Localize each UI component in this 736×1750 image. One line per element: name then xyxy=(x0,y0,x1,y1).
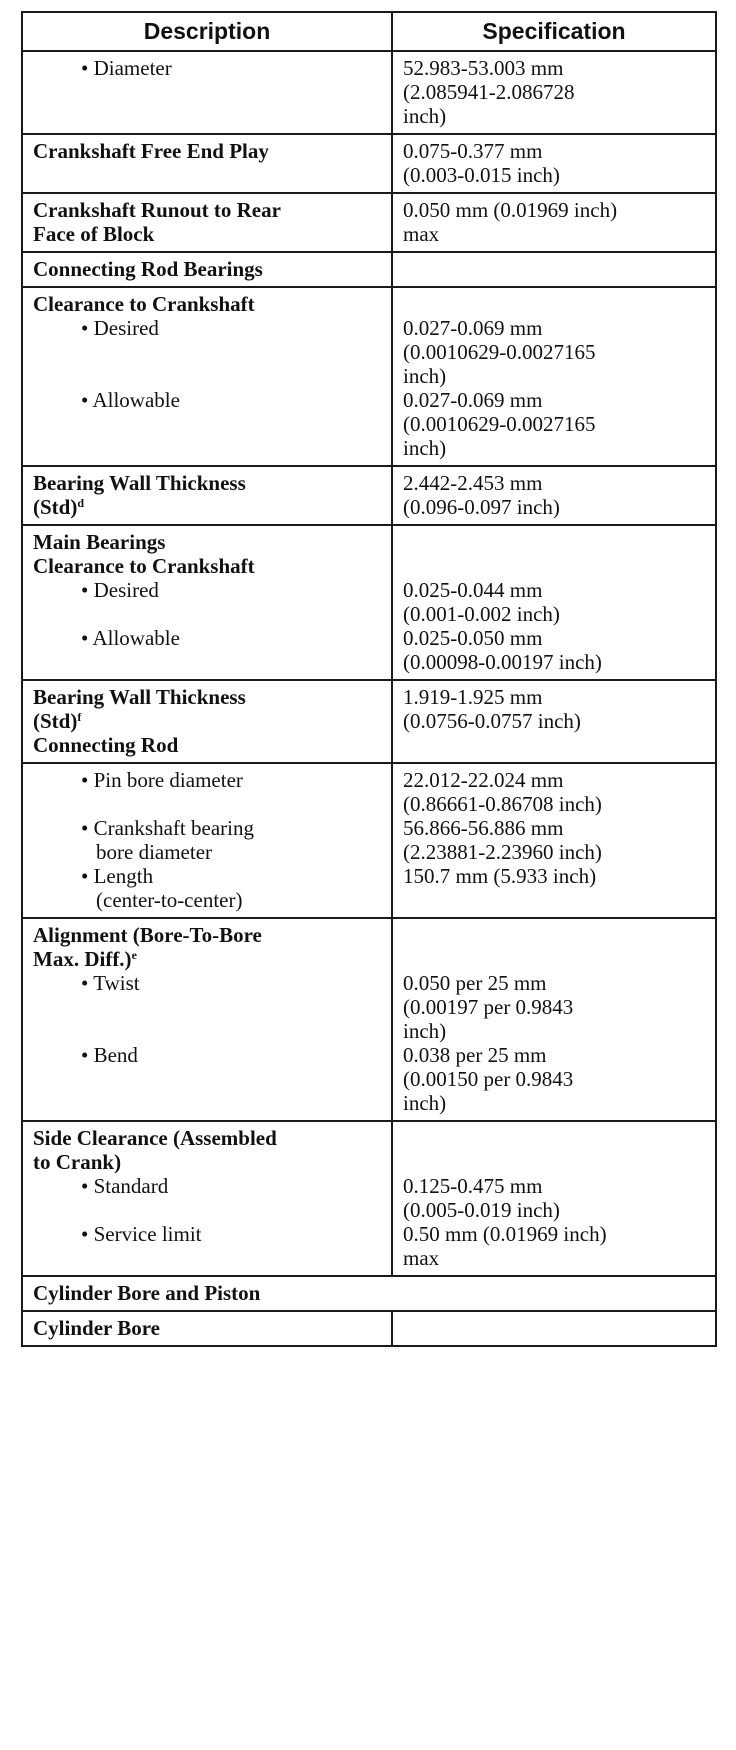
spec-cell xyxy=(392,1311,716,1346)
row-label: • Length xyxy=(81,864,154,888)
row-heading: to Crank) xyxy=(33,1150,122,1174)
spec-line: 0.025-0.044 mm xyxy=(403,578,543,602)
row-label: • Allowable xyxy=(81,388,180,412)
desc-cell xyxy=(22,287,392,466)
table-row xyxy=(22,1121,716,1276)
header-description: Description xyxy=(22,12,392,51)
table-row xyxy=(22,1311,716,1346)
desc-cell xyxy=(22,1121,392,1276)
table-row xyxy=(22,193,716,252)
spec-line: 0.050 mm (0.01969 inch) xyxy=(403,198,618,222)
spec-line: (0.0010629-0.0027165 xyxy=(403,340,596,364)
spec-line: (0.003-0.015 inch) xyxy=(403,163,560,187)
spec-line: 0.125-0.475 mm xyxy=(403,1174,543,1198)
table-row xyxy=(22,51,716,134)
table-row xyxy=(22,1276,716,1311)
desc-cell xyxy=(22,193,392,252)
spec-line: (0.00150 per 0.9843 xyxy=(403,1067,574,1091)
footnote-mark: f xyxy=(77,710,82,724)
header-row xyxy=(22,12,716,51)
header-specification: Specification xyxy=(392,12,716,51)
row-heading: Crankshaft Free End Play xyxy=(33,139,269,163)
row-label: • Crankshaft bearing xyxy=(81,816,254,840)
spec-line: (0.00197 per 0.9843 xyxy=(403,995,574,1019)
row-heading: Crankshaft Runout to Rear xyxy=(33,198,281,222)
spec-line: 0.027-0.069 mm xyxy=(403,388,543,412)
spec-line: (0.001-0.002 inch) xyxy=(403,602,560,626)
spec-line: inch) xyxy=(403,1019,447,1043)
spec-line: 0.027-0.069 mm xyxy=(403,316,543,340)
spec-line: max xyxy=(403,222,440,246)
footnote-mark: e xyxy=(131,948,137,962)
row-heading: Cylinder Bore xyxy=(33,1316,160,1340)
row-heading: Main Bearings xyxy=(33,530,166,554)
spec-line: inch) xyxy=(403,436,447,460)
row-heading: Clearance to Crankshaft xyxy=(33,554,255,578)
row-label: • Twist xyxy=(81,971,140,995)
spec-line: (2.085941-2.086728 xyxy=(403,80,575,104)
spec-line: inch) xyxy=(403,364,447,388)
spec-line: (0.00098-0.00197 inch) xyxy=(403,650,602,674)
section-heading: Cylinder Bore and Piston xyxy=(33,1281,261,1305)
spec-line: 0.075-0.377 mm xyxy=(403,139,543,163)
desc-cell xyxy=(22,918,392,1121)
spec-line: 0.050 per 25 mm xyxy=(403,971,547,995)
spec-line: 52.983-53.003 mm xyxy=(403,56,564,80)
spec-line: (0.86661-0.86708 inch) xyxy=(403,792,602,816)
spec-cell xyxy=(392,763,716,918)
spec-cell xyxy=(392,1121,716,1276)
spec-cell xyxy=(392,193,716,252)
spec-cell xyxy=(392,134,716,193)
desc-cell xyxy=(22,252,392,287)
row-heading: (Std) xyxy=(33,709,78,733)
desc-cell xyxy=(22,466,392,525)
spec-table xyxy=(21,11,717,1347)
spec-line: (2.23881-2.23960 inch) xyxy=(403,840,602,864)
section-cell xyxy=(22,1276,716,1311)
spec-line: 2.442-2.453 mm xyxy=(403,471,543,495)
row-heading: Bearing Wall Thickness xyxy=(33,471,246,495)
spec-cell xyxy=(392,525,716,680)
table-row xyxy=(22,525,716,680)
spec-line: inch) xyxy=(403,1091,447,1115)
desc-cell xyxy=(22,1311,392,1346)
row-heading: Clearance to Crankshaft xyxy=(33,292,255,316)
spec-cell xyxy=(392,287,716,466)
desc-cell xyxy=(22,680,392,763)
spec-line: 22.012-22.024 mm xyxy=(403,768,564,792)
desc-cell xyxy=(22,525,392,680)
spec-line: 0.50 mm (0.01969 inch) xyxy=(403,1222,607,1246)
row-label: • Bend xyxy=(81,1043,138,1067)
row-label: • Allowable xyxy=(81,626,180,650)
row-label: • Standard xyxy=(81,1174,169,1198)
spec-line: 56.866-56.886 mm xyxy=(403,816,564,840)
spec-line: (0.005-0.019 inch) xyxy=(403,1198,560,1222)
row-label: (center-to-center) xyxy=(96,888,243,912)
spec-cell xyxy=(392,252,716,287)
row-heading: Face of Block xyxy=(33,222,155,246)
row-label: bore diameter xyxy=(96,840,213,864)
spec-line: inch) xyxy=(403,104,447,128)
spec-line: 1.919-1.925 mm xyxy=(403,685,543,709)
desc-cell xyxy=(22,134,392,193)
table-row xyxy=(22,134,716,193)
row-heading: Side Clearance (Assembled xyxy=(33,1126,277,1150)
row-heading: Bearing Wall Thickness xyxy=(33,685,246,709)
spec-cell xyxy=(392,918,716,1121)
spec-line: 0.025-0.050 mm xyxy=(403,626,543,650)
spec-cell xyxy=(392,51,716,134)
desc-cell xyxy=(22,51,392,134)
row-label: • Service limit xyxy=(81,1222,202,1246)
row-heading: (Std) xyxy=(33,495,78,519)
spec-line: max xyxy=(403,1246,440,1270)
row-label: • Desired xyxy=(81,578,159,602)
desc-cell xyxy=(22,763,392,918)
row-heading: Connecting Rod xyxy=(33,733,179,757)
row-label: • Diameter xyxy=(81,56,172,80)
spec-line: 0.038 per 25 mm xyxy=(403,1043,547,1067)
row-heading: Connecting Rod Bearings xyxy=(33,257,263,281)
spec-cell xyxy=(392,680,716,763)
table-row xyxy=(22,763,716,918)
footnote-mark: d xyxy=(77,496,85,510)
spec-line: (0.0756-0.0757 inch) xyxy=(403,709,581,733)
spec-cell xyxy=(392,466,716,525)
table-row xyxy=(22,287,716,466)
spec-line: (0.0010629-0.0027165 xyxy=(403,412,596,436)
table-row xyxy=(22,466,716,525)
row-label: • Desired xyxy=(81,316,159,340)
table-row xyxy=(22,252,716,287)
spec-line: (0.096-0.097 inch) xyxy=(403,495,560,519)
row-label: • Pin bore diameter xyxy=(81,768,243,792)
table-row xyxy=(22,680,716,763)
row-heading: Max. Diff.) xyxy=(33,947,132,971)
row-heading: Alignment (Bore-To-Bore xyxy=(33,923,262,947)
table-row xyxy=(22,918,716,1121)
spec-line: 150.7 mm (5.933 inch) xyxy=(403,864,597,888)
